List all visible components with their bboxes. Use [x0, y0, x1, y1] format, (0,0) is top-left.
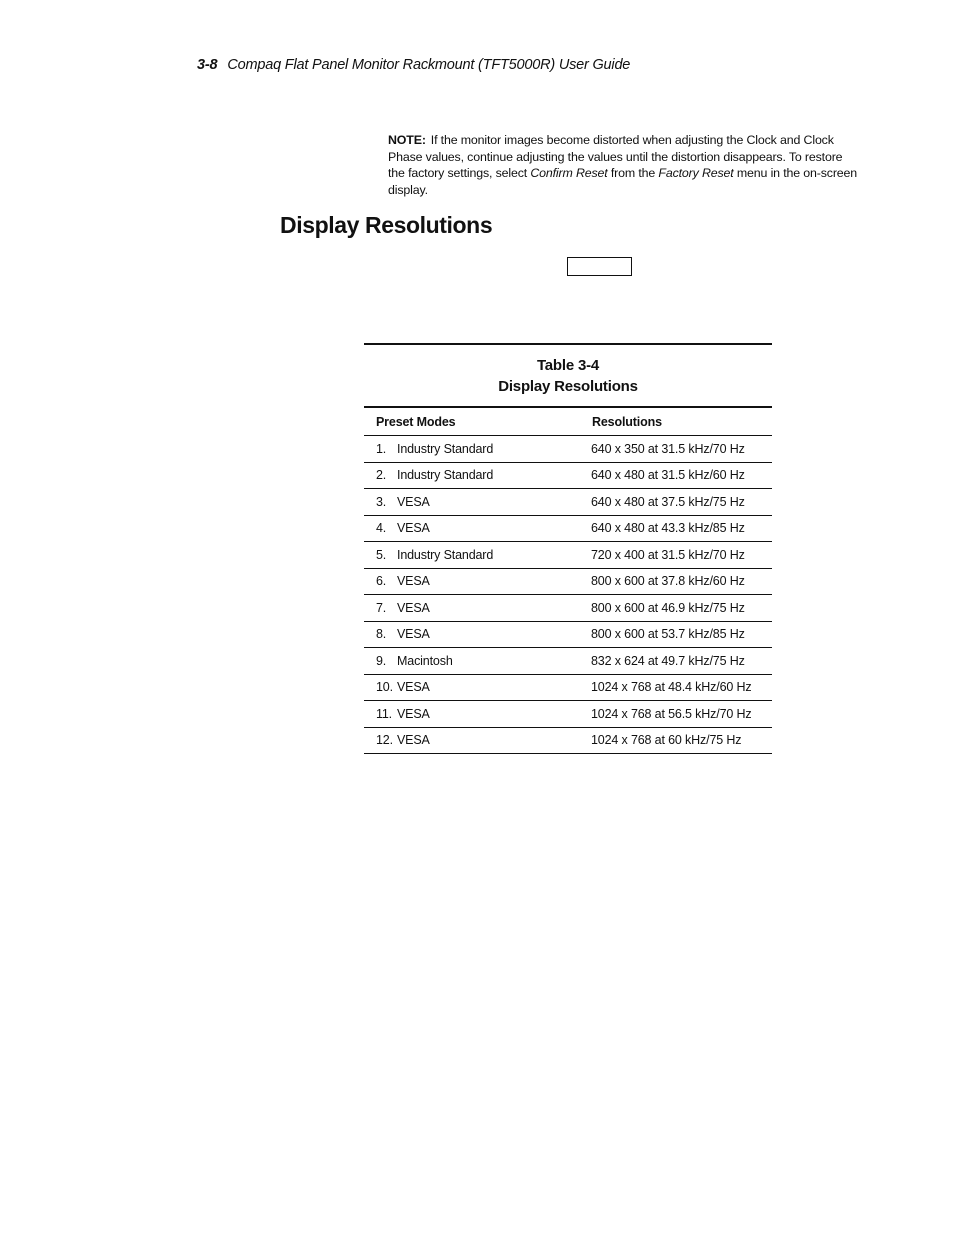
- resolution-cell: 640 x 350 at 31.5 kHz/70 Hz: [580, 436, 772, 463]
- header-title: Compaq Flat Panel Monitor Rackmount (TFT5000R) User Guide: [227, 57, 631, 73]
- confirm-reset-term: Confirm Reset: [530, 166, 608, 180]
- table-row: [364, 436, 772, 463]
- preset-mode-cell: [364, 701, 580, 728]
- note-text-2: from the: [607, 166, 659, 180]
- table-caption-title: Display Resolutions: [498, 378, 638, 395]
- row-number: 2.: [376, 468, 387, 483]
- table-row: [364, 489, 772, 516]
- note-label: NOTE:: [388, 133, 426, 147]
- table-row: [364, 621, 772, 648]
- table-row: [364, 595, 772, 622]
- preset-mode-cell: [364, 674, 580, 701]
- mode-name: Industry Standard: [397, 441, 494, 456]
- column-header-preset-modes: Preset Modes: [364, 408, 580, 436]
- row-number: 11.: [376, 706, 392, 721]
- mode-name: VESA: [397, 733, 430, 748]
- preset-mode-cell: [364, 595, 580, 622]
- mode-name: VESA: [397, 600, 430, 615]
- note-text-1: If the monitor images become distorted when adjusting the Clock and Clock Phase values, continue adjusting the values until the distortion disappears. To restore the factory settings, select: [388, 133, 843, 180]
- mode-name: Industry Standard: [397, 468, 494, 483]
- section-title: Display Resolutions: [280, 212, 493, 238]
- mode-name: VESA: [397, 494, 430, 509]
- note-text-3: menu in the on-screen display.: [388, 166, 858, 197]
- resolution-cell: 800 x 600 at 53.7 kHz/85 Hz: [580, 621, 772, 648]
- table-header-row: [364, 408, 772, 436]
- note-paragraph: [388, 132, 862, 198]
- resolution-cell: 1024 x 768 at 48.4 kHz/60 Hz: [580, 674, 772, 701]
- resolutions-table: [364, 408, 772, 754]
- row-number: 9.: [376, 653, 387, 668]
- row-number: 7.: [376, 600, 387, 615]
- mode-name: Industry Standard: [397, 547, 494, 562]
- page-number: 3-8: [197, 57, 218, 73]
- resolution-cell: 1024 x 768 at 60 kHz/75 Hz: [580, 727, 772, 754]
- resolution-cell: 640 x 480 at 37.5 kHz/75 Hz: [580, 489, 772, 516]
- row-number: 6.: [376, 574, 387, 589]
- mode-name: VESA: [397, 574, 430, 589]
- empty-box: [567, 257, 632, 276]
- preset-mode-cell: [364, 436, 580, 463]
- preset-mode-cell: [364, 727, 580, 754]
- table-row: [364, 648, 772, 675]
- table-row: [364, 568, 772, 595]
- table-row: [364, 515, 772, 542]
- running-header: [197, 57, 630, 73]
- table-row: [364, 727, 772, 754]
- mode-name: VESA: [397, 521, 430, 536]
- resolution-cell: 720 x 400 at 31.5 kHz/70 Hz: [580, 542, 772, 569]
- row-number: 3.: [376, 494, 387, 509]
- resolution-cell: 640 x 480 at 43.3 kHz/85 Hz: [580, 515, 772, 542]
- preset-mode-cell: [364, 489, 580, 516]
- preset-mode-cell: [364, 515, 580, 542]
- preset-mode-cell: [364, 542, 580, 569]
- resolutions-table-container: [364, 343, 772, 754]
- row-number: 1.: [376, 441, 387, 456]
- table-caption: [364, 343, 772, 408]
- table-caption-number: Table 3-4: [536, 357, 600, 374]
- factory-reset-term: Factory Reset: [658, 166, 734, 180]
- table-row: [364, 674, 772, 701]
- preset-mode-cell: [364, 648, 580, 675]
- mode-name: VESA: [397, 627, 430, 642]
- mode-name: VESA: [397, 680, 430, 695]
- row-number: 12.: [376, 733, 393, 748]
- mode-name: Macintosh: [397, 653, 453, 668]
- column-header-resolutions: Resolutions: [580, 408, 772, 436]
- row-number: 5.: [376, 547, 387, 562]
- resolution-cell: 1024 x 768 at 56.5 kHz/70 Hz: [580, 701, 772, 728]
- preset-mode-cell: [364, 621, 580, 648]
- row-number: 10.: [376, 680, 393, 695]
- resolution-cell: 832 x 624 at 49.7 kHz/75 Hz: [580, 648, 772, 675]
- mode-name: VESA: [397, 706, 430, 721]
- row-number: 4.: [376, 521, 387, 536]
- row-number: 8.: [376, 627, 387, 642]
- table-row: [364, 701, 772, 728]
- table-row: [364, 462, 772, 489]
- preset-mode-cell: [364, 462, 580, 489]
- resolution-cell: 800 x 600 at 37.8 kHz/60 Hz: [580, 568, 772, 595]
- preset-mode-cell: [364, 568, 580, 595]
- resolution-cell: 640 x 480 at 31.5 kHz/60 Hz: [580, 462, 772, 489]
- resolution-cell: 800 x 600 at 46.9 kHz/75 Hz: [580, 595, 772, 622]
- table-row: [364, 542, 772, 569]
